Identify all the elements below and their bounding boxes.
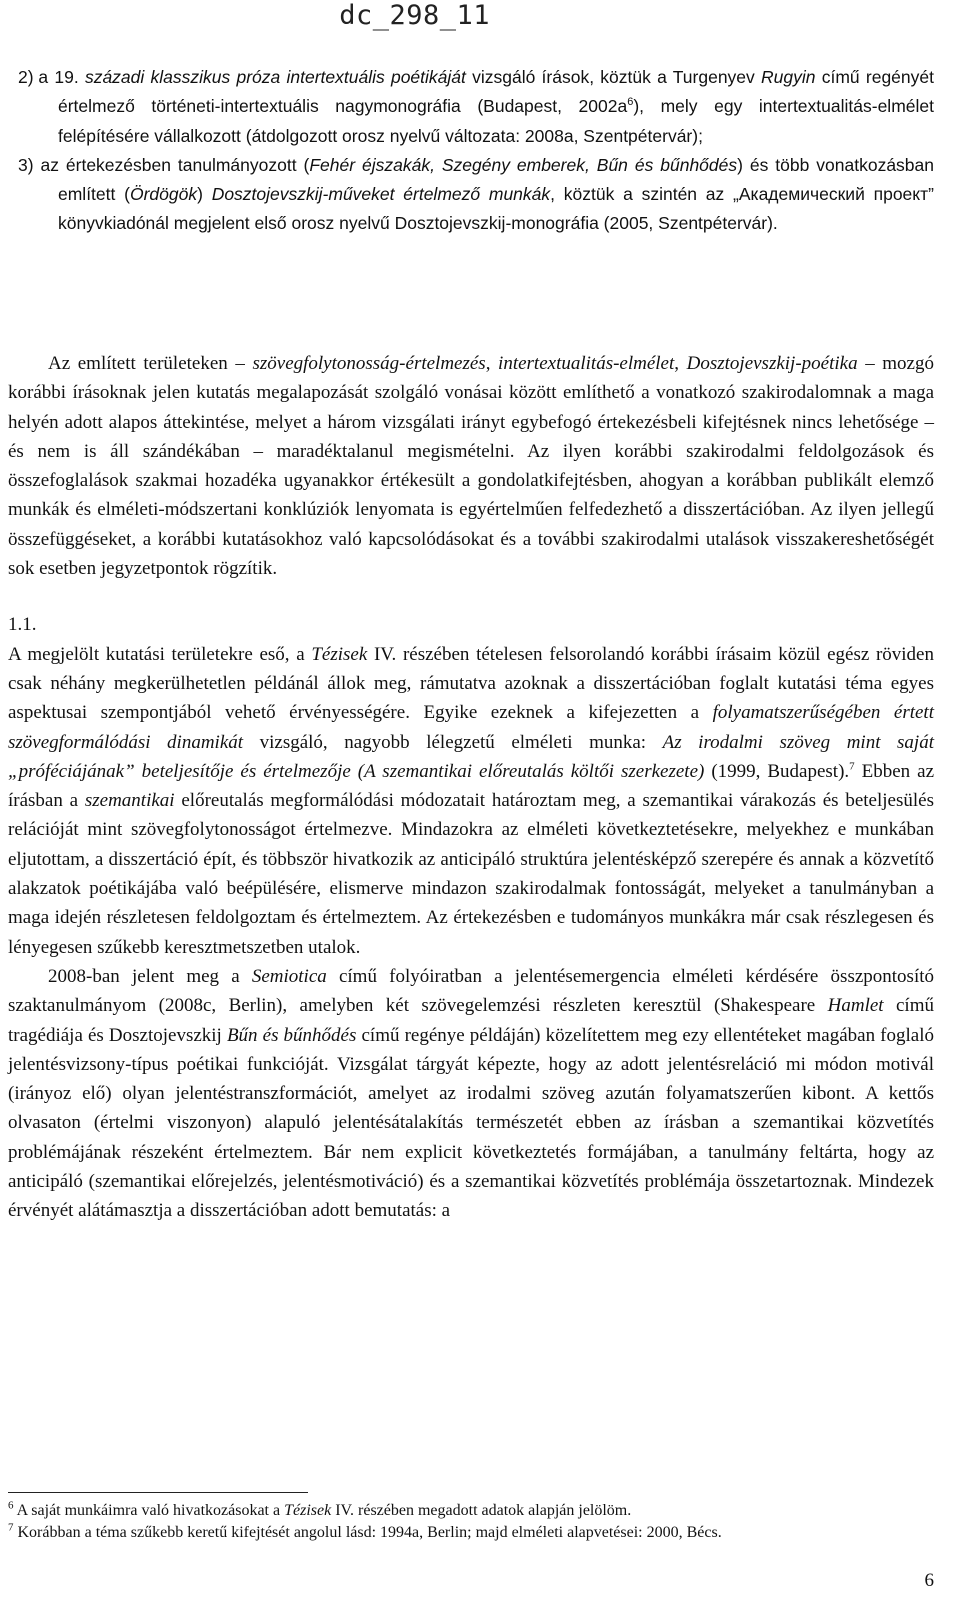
footnote-marker: 7 bbox=[8, 1521, 14, 1534]
document-header-code: dc_298_11 bbox=[339, 0, 490, 31]
list-item bbox=[8, 151, 934, 239]
paragraph bbox=[8, 640, 934, 962]
footnote-marker: 7 bbox=[849, 760, 855, 773]
text-run: vizsgáló írások, köztük a Turgenyev bbox=[465, 67, 762, 87]
text-run: az értekezésben tanulmányozott ( bbox=[33, 154, 310, 175]
list-item-text bbox=[48, 67, 934, 146]
text-run: , bbox=[674, 353, 687, 374]
text-run: Az említett területeken – bbox=[48, 353, 253, 374]
text-run: A saját munkáimra való hivatkozásokat a bbox=[13, 1502, 285, 1519]
italic-text: Rugyin bbox=[761, 67, 816, 87]
italic-text: Hamlet bbox=[827, 995, 884, 1017]
italic-text: Ördögök bbox=[129, 184, 198, 205]
italic-text: Tézisek bbox=[311, 643, 368, 665]
list-item-text bbox=[34, 155, 934, 234]
text-run: ), mely egy intertextualitás-elmélet felépítésére vállalkozott (átdolgozott orosz nyelvű változata: 2008a, Szentpétervár); bbox=[58, 96, 934, 146]
text-run: Ebben az írásban a bbox=[8, 760, 935, 812]
text-run: Korábban a téma szűkebb keretű kifejtését angolul lásd: 1994a, Berlin; majd elméleti alapvetései: 2000, Bécs. bbox=[13, 1524, 722, 1541]
footnote-marker: 6 bbox=[8, 1499, 14, 1512]
text-run: 2008-ban jelent meg a bbox=[48, 965, 252, 987]
footnote bbox=[8, 1500, 948, 1522]
italic-text: Semiotica bbox=[251, 965, 327, 987]
main-body bbox=[8, 349, 934, 1226]
text-run: 19. bbox=[48, 67, 85, 87]
text-run: című tragédiája és Dosztojevszkij bbox=[8, 995, 934, 1046]
italic-text: Dosztojevszkij-műveket értelmező munkák bbox=[211, 184, 551, 205]
text-run: (1999, Budapest). bbox=[704, 760, 850, 782]
text-run: előreutalás megformálódási módozatait határoztam meg, a szemantikai várakozás és beteljesülés relációját mint szövegfolytonosságot értelmezve. Mindazokra az elméleti következtetésekre, melyekhez e munkában eljutottam, a disszertáció épít, és többször hivatkozik az anticipáló struktúra jelentésképző szerepére és annak a közvetítő alakzatok poétikájába való beépülésére, elismerve mindazon szakirodalmak fontosságát, melyeket a tanulmányban a maga idején részletesen feldolgoztam és értelmeztem. Az értekezésben e tudományos munkákra már csak részlegesen és lényegesen szűkebb keresztmetszetben utalok. bbox=[8, 790, 934, 958]
page-number: 6 bbox=[924, 1570, 934, 1591]
italic-text: Fehér éjszakák, Szegény emberek, Bűn és bűnhődés bbox=[309, 154, 738, 175]
section-number: 1.1. bbox=[8, 614, 37, 636]
list-item bbox=[8, 63, 934, 151]
italic-text: Tézisek bbox=[284, 1502, 332, 1519]
text-run: című folyóiratban a jelentésemergencia elméleti kérdésére összpontosító szaktanulmányom (2008c, Berlin), amelyben két szövegelemzési részleten keresztül (Shakespeare bbox=[8, 965, 934, 1017]
text-run: IV. részében megadott adatok alapján jelölöm. bbox=[331, 1502, 632, 1519]
text-run: , köztük a szintén az „Академический проект” könyvkiadónál megjelent első orosz nyelvű Dosztojevszkij-monográfia (2005, Szentpétervár). bbox=[58, 184, 934, 234]
footnote-divider bbox=[8, 1492, 308, 1493]
text-run: – mozgó korábbi írásoknak jelen kutatás megalapozását szolgáló vonásai között említhető a vonatkozó szakirodalomnak a maga helyén adott alapos áttekintése, melyet a három vizsgálati irányt egybefogó értekezésbeli kifejtésnek nincs lehetősége – és nem is áll szándékában – maradéktalanul megismételni. Az ilyen korábbi szakirodalmi feldolgozások és összefoglalások szakmai hozadéka ugyanakkor értékesült a gondolatkifejtésben, ahogyan a korábban publikált elemző munkák és elméleti-módszertani konklúziók lenyomata is egyértelműen felfedezhető a disszertációban. Az ilyen jellegű összefüggéseket, a korábbi kutatásokhoz való kapcsolódásokat és a további szakirodalmi utalások visszakereshetőségét sok esetben jegyzetpontok rögzítik. bbox=[8, 353, 934, 580]
list-item-number: 3) bbox=[18, 154, 34, 175]
italic-text: szemantikai bbox=[84, 790, 175, 812]
text-run: vizsgáló, nagyobb lélegzetű elméleti munka: bbox=[243, 731, 663, 753]
footnote-marker: 6 bbox=[627, 96, 634, 109]
footnotes bbox=[8, 1500, 948, 1544]
list-item-number: 2) a bbox=[18, 67, 49, 87]
italic-text: századi klasszikus próza intertextuális poétikáját bbox=[84, 67, 466, 87]
publication-list bbox=[8, 63, 934, 239]
text-run: A megjelölt kutatási területekre eső, a bbox=[8, 643, 312, 665]
text-run: ) és több vonatkozásban említett ( bbox=[58, 154, 934, 205]
italic-text: szövegfolytonosság-értelmezés bbox=[252, 353, 486, 374]
italic-text: folyamatszerűségében értett szövegformálódási dinamikát bbox=[8, 702, 934, 753]
footnote bbox=[8, 1522, 948, 1544]
paragraph bbox=[8, 962, 934, 1226]
text-run: című regényét értelmező történeti-intertextuális nagymonográfia (Budapest, 2002a bbox=[58, 67, 934, 117]
text-run: című regénye példáján) közelítettem meg ezy ellentéteket magában foglaló jelentésvizsony-típus poétikai funkcióját. Vizsgálat tárgyát képezte, hogy az adott jelentésreláció mi módon motivál (irányoz elő) olyan jelentéstranszformációt, amelyet az irodalmi szöveg azután folyamatszerűen kibont. A kettős olvasaton (értelmi viszonyon) alapuló jelentésátalakítás természetét ebben az írásban a szemantikai közvetítés problémájának részeként értelmeztem. Bár nem explicit következtetés formájában, a tanulmány feltárta, hogy az anticipáló (szemantikai előrejelzés, jelentésmotiváció) és a szemantikai közvetítés problémája összetartoznak. Mindezek érvényét alátámasztja a disszertációban adott bemutatás: a bbox=[8, 1024, 934, 1222]
italic-text: Bűn és bűnhődés bbox=[226, 1024, 357, 1046]
italic-text: Az irodalmi szöveg mint saját „próféciájának” beteljesítője és értelmezője (A szemantikai előreutalás költői szerkezete) bbox=[8, 731, 934, 782]
italic-text: intertextualitás-elmélet bbox=[498, 353, 675, 374]
italic-text: Dosztojevszkij-poétika bbox=[686, 353, 858, 374]
text-run: ) bbox=[197, 184, 212, 205]
paragraph bbox=[8, 349, 934, 583]
text-run: IV. részében tételesen felsorolandó korábbi írásaim közül egész röviden csak néhány megkerülhetetlen példánál állok meg, rámutatva azoknak a disszertációban foglalt kutatási téma egyes aspektusai szempontjából vehető érvényességére. Egyike ezeknek a kifejezetten a bbox=[8, 643, 934, 724]
text-run: , bbox=[485, 353, 499, 374]
